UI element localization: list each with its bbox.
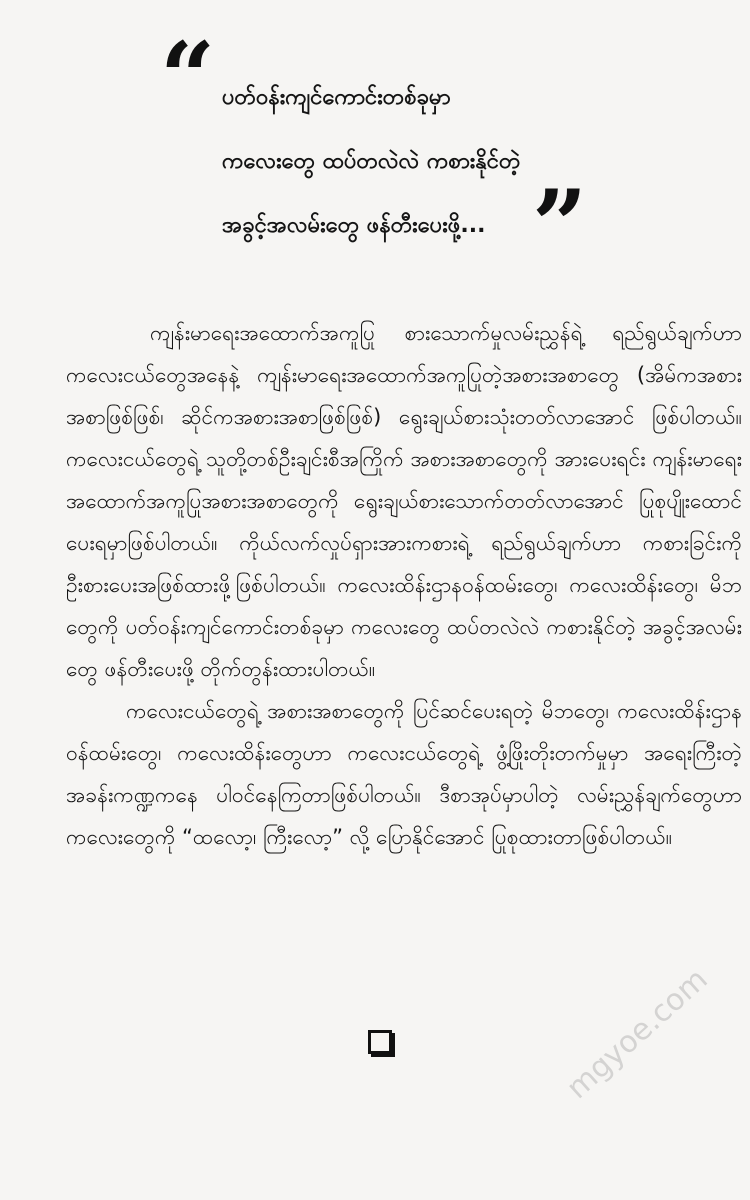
closing-quote-mark: ” [532,169,588,282]
end-of-section-box-icon [368,1030,392,1054]
body-text [66,312,742,858]
watermark: mgyoe.com [560,961,715,1107]
pull-quote-line-1: ပတ်ဝန်းကျင်ကောင်းတစ်ခုမှာ [222,85,451,110]
pull-quote-line-2: ကလေးတွေ ထပ်တလဲလဲ ကစားနိုင်တဲ့ [222,149,521,174]
opening-quote-mark: “ [160,21,216,134]
pull-quote-line-3: အခွင့်အလမ်းတွေ ဖန်တီးပေးဖို့... [222,213,486,238]
pull-quote [222,66,552,258]
paragraph-2: ကလေးငယ်တွေရဲ့ အစားအစာတွေကို ပြင်ဆင်ပေးရတဲ့ မိဘတွေ၊ ကလေးထိန်းဌာနဝန်ထမ်းတွေ၊ ကလေးထိန်းတွေဟာ ကလေးငယ်တွေရဲ့ ဖွံ့ဖြိုးတိုးတက်မှုမှာ အရေးကြီးတဲ့အခန်းကဏ္ဍကနေ ပါဝင်နေကြတာဖြစ်ပါတယ်။ ဒီစာအုပ်မှာပါတဲ့ လမ်းညွှန်ချက်တွေဟာ ကလေးတွေကို “ထလော့၊ ကြီးလော့” လို့ ပြောနိုင်အောင် ပြုစုထားတာဖြစ်ပါတယ်။ [66,699,742,849]
paragraph-1: ကျန်းမာရေးအထောက်အကူပြု စားသောက်မှုလမ်းညွှန်ရဲ့ ရည်ရွယ်ချက်ဟာ ကလေးငယ်တွေအနေနဲ့ ကျန်းမာရေးအထောက်အကူပြုတဲ့အစားအစာတွေ (အိမ်ကအစား အစာဖြစ်ဖြစ်၊ ဆိုင်ကအစားအစာဖြစ်ဖြစ်) ရွေးချယ်စားသုံးတတ်လာအောင် ဖြစ်ပါတယ်။ ကလေးငယ်တွေရဲ့ သူတို့တစ်ဦးချင်းစီအကြိုက် အစားအစာတွေကို အားပေးရင်း ကျန်းမာရေးအထောက်အကူပြုအစားအစာတွေကို ရွေးချယ်စားသောက်တတ်လာအောင် ပြုစုပျိုးထောင်ပေးရမှာဖြစ်ပါတယ်။ ကိုယ်လက်လှုပ်ရှားအားကစားရဲ့ ရည်ရွယ်ချက်ဟာ ကစားခြင်းကို ဦးစားပေးအဖြစ်ထားဖို့ဖြစ်ပါတယ်။ ကလေးထိန်းဌာနဝန်ထမ်းတွေ၊ ကလေးထိန်းတွေ၊ မိဘတွေကို ပတ်ဝန်းကျင်ကောင်းတစ်ခုမှာ ကလေးတွေ ထပ်တလဲလဲ ကစားနိုင်တဲ့ အခွင့်အလမ်းတွေ ဖန်တီးပေးဖို့ တိုက်တွန်းထားပါတယ်။ [66,321,742,681]
